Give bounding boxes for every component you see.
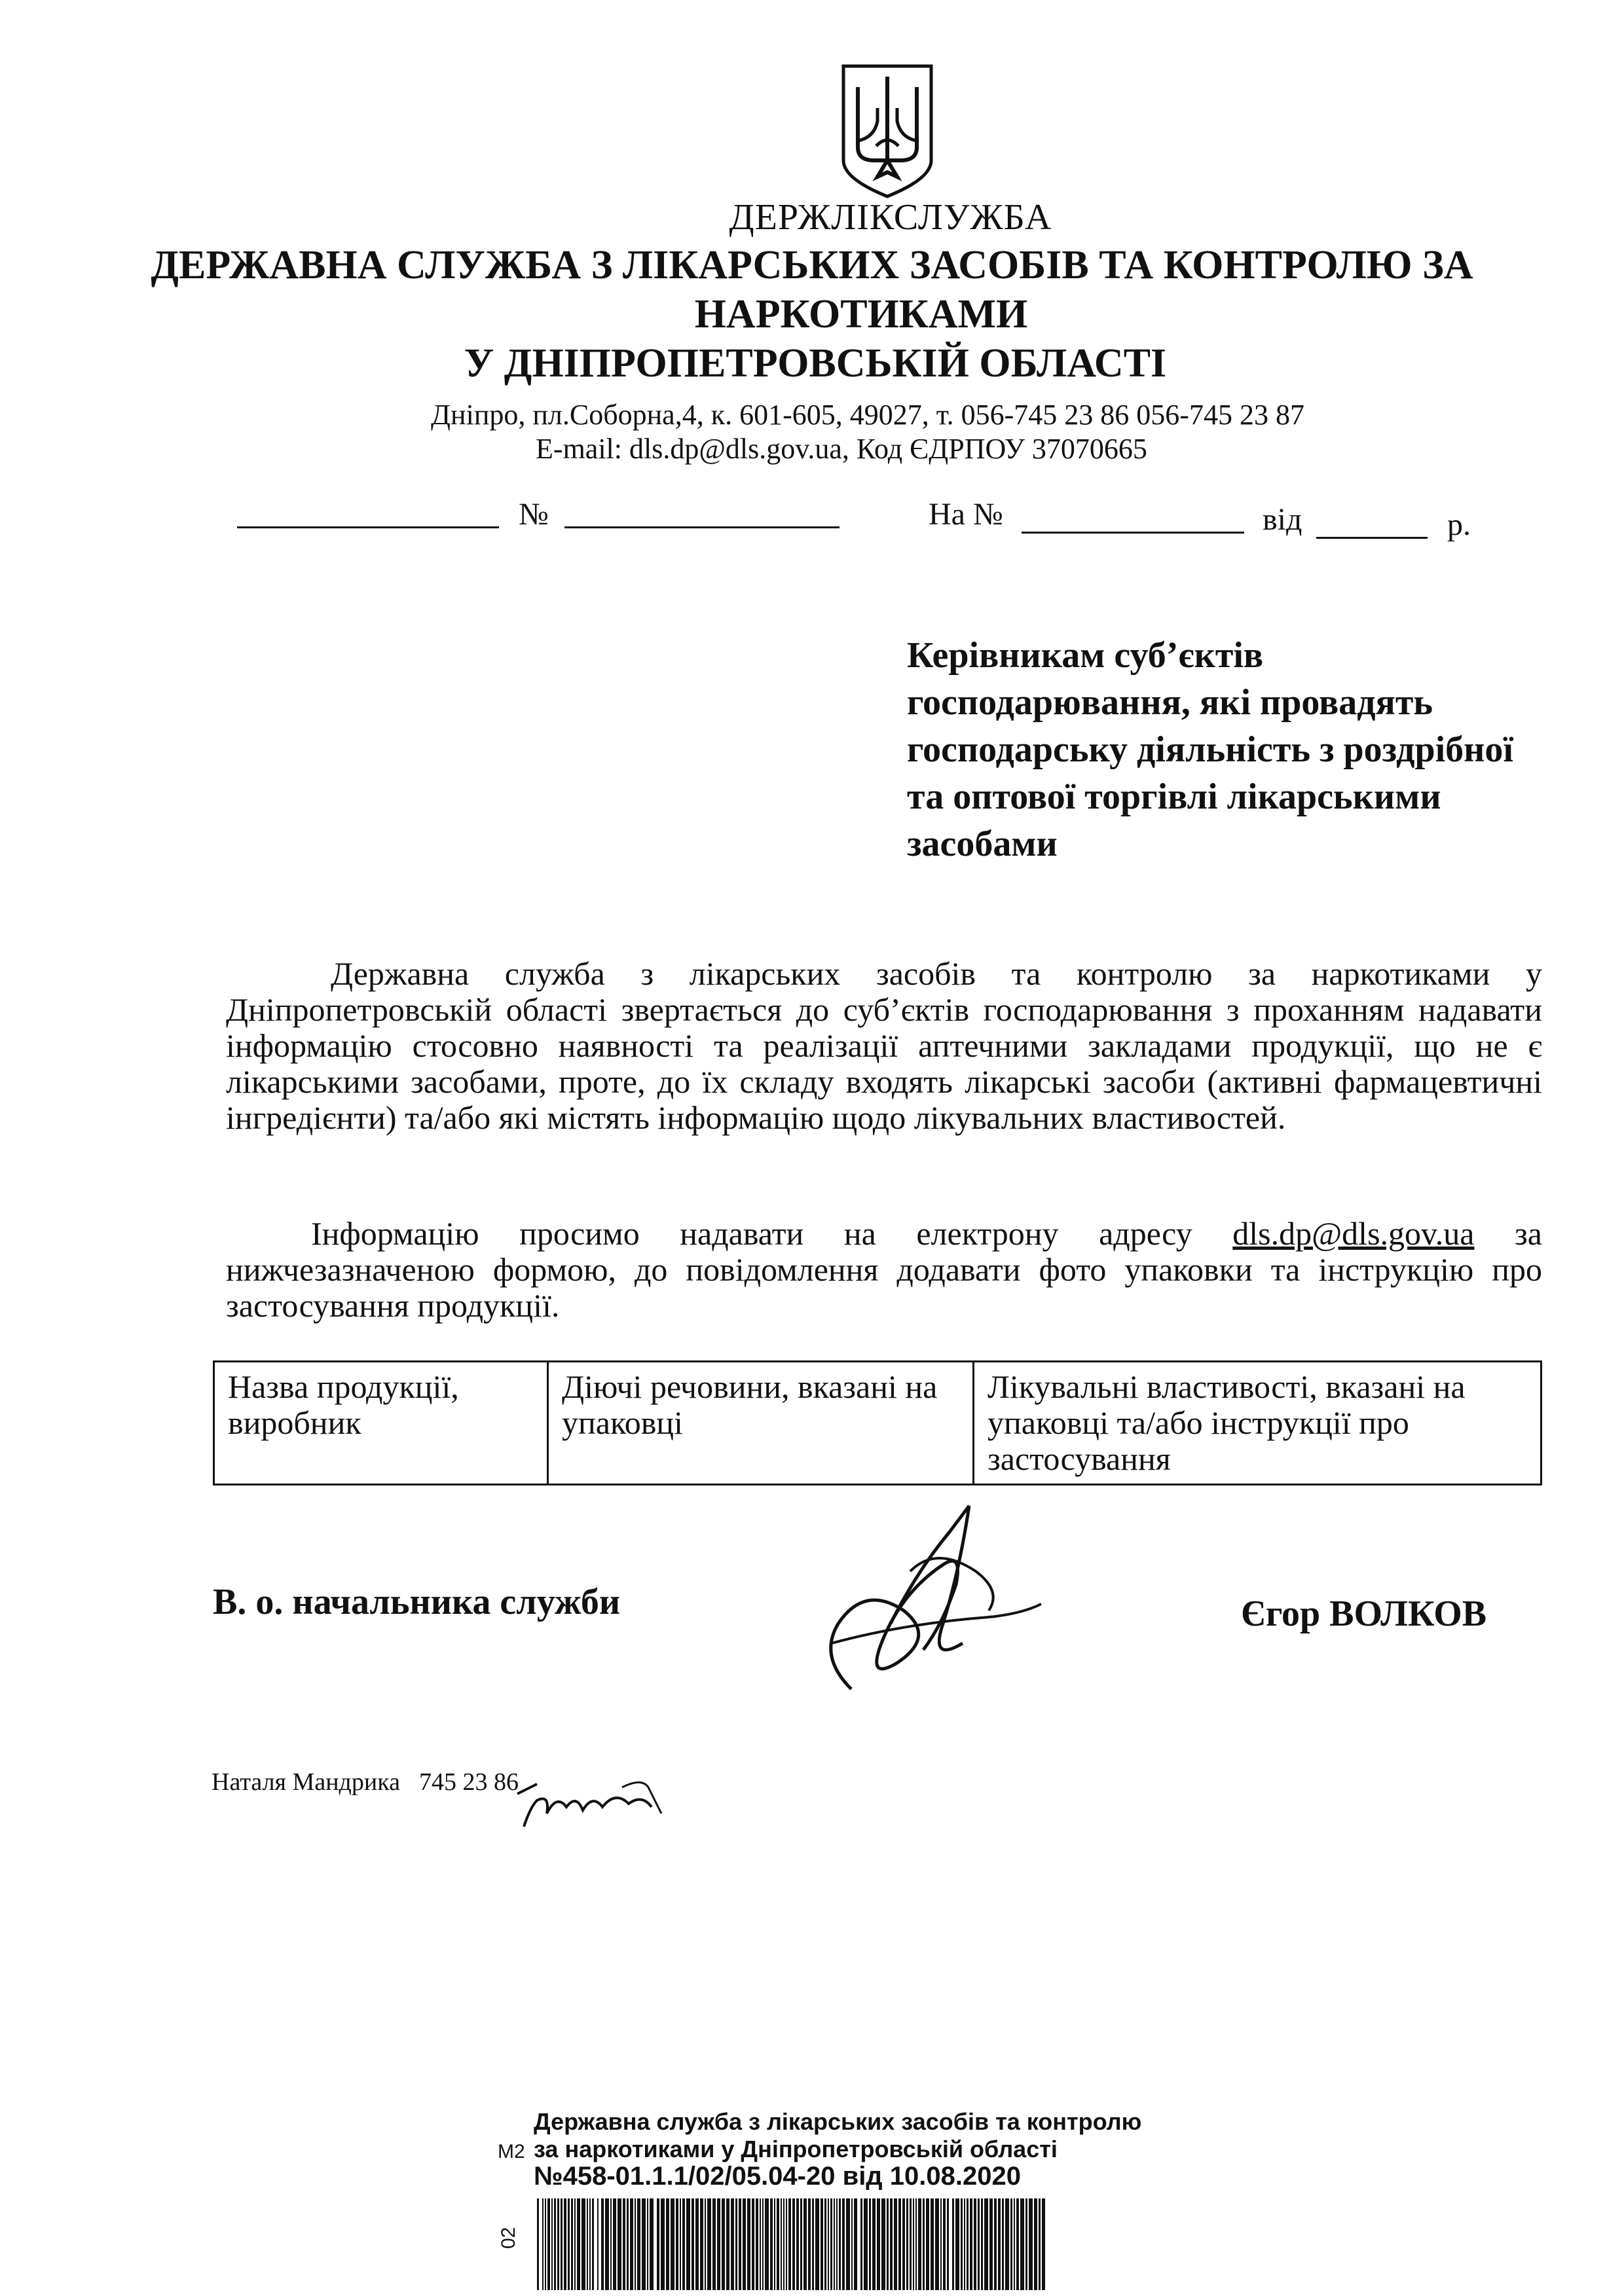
barcode-bar: [894, 2198, 897, 2290]
barcode-bar: [955, 2198, 959, 2290]
barcode-bar: [846, 2198, 850, 2290]
signatory-position: В. о. начальника служби: [213, 1582, 621, 1622]
barcode-bar: [1002, 2198, 1004, 2290]
barcode-bar: [1029, 2198, 1033, 2290]
barcode-bar: [1005, 2198, 1009, 2290]
barcode-bar: [940, 2198, 942, 2290]
addressee-line: Керівникам суб’єктів: [907, 635, 1264, 676]
barcode-bar: [642, 2198, 646, 2290]
barcode-bar: [913, 2198, 914, 2290]
stamp-org-line-1: Державна служба з лікарських засобів та контролю: [534, 2108, 1142, 2135]
barcode-bar: [854, 2198, 857, 2290]
barcode-bar: [910, 2198, 912, 2290]
barcode-bar: [989, 2198, 993, 2290]
barcode-bar: [1039, 2198, 1041, 2290]
barcode-bar: [762, 2198, 764, 2290]
barcode-bar: [564, 2198, 566, 2290]
coat-of-arms-emblem: [838, 62, 936, 200]
barcode-bar: [923, 2198, 925, 2290]
addressee-block: [907, 632, 1562, 867]
barcode-bar: [542, 2198, 544, 2290]
paragraph-2-text-start: Інформацію просимо надавати на електрону адресу: [311, 1215, 1233, 1252]
barcode-bar: [770, 2198, 773, 2290]
barcode-bar: [587, 2198, 588, 2290]
reply-date-label: від: [1263, 502, 1302, 537]
barcode-bar: [926, 2198, 929, 2290]
barcode-bar: [830, 2198, 832, 2290]
outgoing-number-label: №: [519, 497, 549, 532]
barcode-bar: [666, 2198, 669, 2290]
barcode-bar: [597, 2198, 599, 2290]
table-header-row: [214, 1362, 1541, 1485]
barcode-bar: [752, 2198, 754, 2290]
barcode-bar: [765, 2198, 769, 2290]
barcode-bar: [931, 2198, 934, 2290]
barcode-bar: [537, 2198, 539, 2290]
barcode-bar: [978, 2198, 980, 2290]
barcode-bar: [682, 2198, 685, 2290]
barcode-bar: [756, 2198, 758, 2290]
addressee-line: та оптової торгівлі лікарськими: [907, 776, 1441, 817]
barcode: [537, 2198, 1048, 2290]
barcode-bar: [568, 2198, 570, 2290]
signatory-name: Єгор ВОЛКОВ: [1241, 1594, 1487, 1634]
barcode-bar: [747, 2198, 750, 2290]
barcode-bar: [557, 2198, 559, 2290]
barcode-bar: [735, 2198, 737, 2290]
barcode-bar: [812, 2198, 814, 2290]
paragraph-2-text-end: за нижчезазначеною формою, до повідомлення додавати фото упаковки та інструкцію про застосування продукції.: [226, 1215, 1542, 1324]
barcode-bar: [984, 2198, 988, 2290]
email-link[interactable]: dls.dp@dls.gov.ua: [1232, 1215, 1475, 1252]
body-paragraph-1: Державна служба з лікарських засобів та контролю за наркотиками у Дніпропетровській області звертається до суб’єктів господарювання з проханням надавати інформацію стосовно наявності та реалізації аптечними закладами продукції, що не є лікарськими засобами, проте, до їх складу входять лікарські засоби (активні фармацевтичні інгредієнти) та/або які містять інформацію щодо лікувальних властивостей.: [226, 955, 1542, 1136]
barcode-bar: [952, 2198, 954, 2290]
barcode-bar: [743, 2198, 746, 2290]
barcode-bar: [967, 2198, 969, 2290]
barcode-bar: [890, 2198, 893, 2290]
stamp-org-line-2: за наркотиками у Дніпропетровській області: [534, 2136, 1058, 2162]
barcode-bar: [717, 2198, 720, 2290]
barcode-bar: [1034, 2198, 1037, 2290]
org-email-code: E-mail: dls.dp@dls.gov.ua, Код ЄДРПОУ 37070665: [536, 433, 1147, 465]
barcode-bar: [712, 2198, 716, 2290]
addressee-line: засобами: [907, 824, 1058, 864]
org-title-line-3: У ДНІПРОПЕТРОВСЬКІЙ ОБЛАСТІ: [464, 341, 1167, 386]
barcode-bar: [574, 2198, 576, 2290]
barcode-bar: [860, 2198, 862, 2290]
barcode-bar: [877, 2198, 880, 2290]
barcode-bar: [680, 2198, 681, 2290]
barcode-bar: [637, 2198, 640, 2290]
handwritten-signature: [792, 1493, 1087, 1715]
reply-number-blank: [1022, 532, 1244, 534]
barcode-bar: [650, 2198, 654, 2290]
barcode-bar: [623, 2198, 625, 2290]
barcode-bar: [961, 2198, 963, 2290]
barcode-bar: [834, 2198, 835, 2290]
info-form-table: [213, 1360, 1542, 1485]
barcode-bar: [974, 2198, 976, 2290]
barcode-bar: [1010, 2198, 1012, 2290]
barcode-bar: [842, 2198, 845, 2290]
barcode-bar: [722, 2198, 725, 2290]
addressee-line: господарювання, які провадять: [907, 682, 1433, 723]
barcode-bar: [851, 2198, 853, 2290]
barcode-bar: [577, 2198, 580, 2290]
barcode-bar: [836, 2198, 838, 2290]
barcode-bar: [731, 2198, 734, 2290]
barcode-bar: [545, 2198, 546, 2290]
barcode-bar: [686, 2198, 690, 2290]
barcode-bar: [839, 2198, 841, 2290]
barcode-bar: [1020, 2198, 1024, 2290]
barcode-bar: [551, 2198, 553, 2290]
barcode-bar: [613, 2198, 616, 2290]
org-title-line-1: ДЕРЖАВНА СЛУЖБА З ЛІКАРСЬКИХ ЗАСОБІВ ТА КОНТРОЛЮ ЗА: [151, 243, 1473, 287]
barcode-bar: [1014, 2198, 1015, 2290]
barcode-bar: [788, 2198, 791, 2290]
barcode-bar: [881, 2198, 885, 2290]
barcode-bar: [918, 2198, 921, 2290]
barcode-bar: [781, 2198, 782, 2290]
barcode-bar: [589, 2198, 591, 2290]
barcode-bar: [864, 2198, 868, 2290]
executor-name: Наталя Мандрика: [212, 1768, 400, 1796]
stamp-prefix: М2: [498, 2141, 525, 2162]
reply-date-blank: [1316, 537, 1428, 539]
barcode-bar: [994, 2198, 997, 2290]
stamp-side-code: 02: [498, 2227, 519, 2249]
barcode-bar: [808, 2198, 811, 2290]
barcode-bar: [571, 2198, 573, 2290]
barcode-bar: [726, 2198, 729, 2290]
org-short-name: ДЕРЖЛІКСЛУЖБА: [729, 197, 1052, 238]
barcode-bar: [647, 2198, 648, 2290]
org-title-line-2: НАРКОТИКАМИ: [694, 292, 1028, 337]
barcode-bar: [554, 2198, 556, 2290]
reply-number-label: На №: [929, 497, 1003, 532]
barcode-bar: [887, 2198, 889, 2290]
barcode-bar: [1025, 2198, 1027, 2290]
barcode-bar: [635, 2198, 636, 2290]
barcode-bar: [1016, 2198, 1019, 2290]
outgoing-number-blank: [564, 526, 840, 528]
barcode-bar: [601, 2198, 604, 2290]
barcode-bar: [902, 2198, 905, 2290]
barcode-bar: [803, 2198, 807, 2290]
barcode-bar: [815, 2198, 819, 2290]
barcode-bar: [695, 2198, 699, 2290]
barcode-bar: [821, 2198, 823, 2290]
barcode-bar: [943, 2198, 946, 2290]
barcode-bar: [796, 2198, 799, 2290]
outgoing-date-blank: [237, 526, 499, 528]
barcode-bar: [792, 2198, 795, 2290]
barcode-bar: [935, 2198, 939, 2290]
barcode-bar: [898, 2198, 901, 2290]
table-header-cell: Назва продукції, виробник: [214, 1362, 548, 1485]
barcode-bar: [915, 2198, 917, 2290]
barcode-bar: [627, 2198, 629, 2290]
barcode-bar: [981, 2198, 983, 2290]
barcode-bar: [777, 2198, 779, 2290]
barcode-bar: [561, 2198, 563, 2290]
table-header-cell: Діючі речовини, вказані на упаковці: [548, 1362, 974, 1485]
executor-initials-signature: [511, 1768, 674, 1840]
barcode-bar: [671, 2198, 674, 2290]
barcode-bar: [998, 2198, 1001, 2290]
barcode-bar: [828, 2198, 829, 2290]
barcode-bar: [676, 2198, 678, 2290]
barcode-bar: [592, 2198, 594, 2290]
barcode-bar: [760, 2198, 761, 2290]
barcode-bar: [705, 2198, 706, 2290]
barcode-bar: [869, 2198, 871, 2290]
barcode-bar: [610, 2198, 612, 2290]
barcode-bar: [1042, 2198, 1045, 2290]
barcode-bar: [618, 2198, 621, 2290]
year-suffix: р.: [1447, 507, 1471, 542]
barcode-bar: [707, 2198, 711, 2290]
barcode-bar: [906, 2198, 908, 2290]
barcode-bar: [947, 2198, 949, 2290]
table-header-cell: Лікувальні властивості, вказані на упаковці та/або інструкції про застосування: [974, 1362, 1541, 1485]
stamp-registration-number: №458-01.1.1/02/05.04-20 від 10.08.2020: [534, 2162, 1022, 2191]
barcode-bar: [657, 2198, 659, 2290]
addressee-line: господарську діяльність з роздрібної: [907, 729, 1513, 770]
barcode-bar: [605, 2198, 609, 2290]
barcode-bar: [970, 2198, 972, 2290]
executor-phone: 745 23 86: [419, 1768, 519, 1796]
barcode-bar: [872, 2198, 876, 2290]
org-address: Дніпро, пл.Соборна,4, к. 601-605, 49027, т. 056-745 23 86 056-745 23 87: [431, 399, 1304, 431]
barcode-bar: [547, 2198, 550, 2290]
barcode-bar: [964, 2198, 965, 2290]
barcode-bar: [661, 2198, 665, 2290]
barcode-bar: [630, 2198, 633, 2290]
barcode-bar: [824, 2198, 826, 2290]
barcode-bar: [700, 2198, 703, 2290]
barcode-bar: [581, 2198, 585, 2290]
body-paragraph-2: [226, 1216, 1542, 1324]
barcode-bar: [800, 2198, 802, 2290]
barcode-bar: [783, 2198, 784, 2290]
barcode-bar: [739, 2198, 741, 2290]
barcode-bar: [692, 2198, 694, 2290]
barcode-bar: [774, 2198, 775, 2290]
barcode-bar: [786, 2198, 787, 2290]
